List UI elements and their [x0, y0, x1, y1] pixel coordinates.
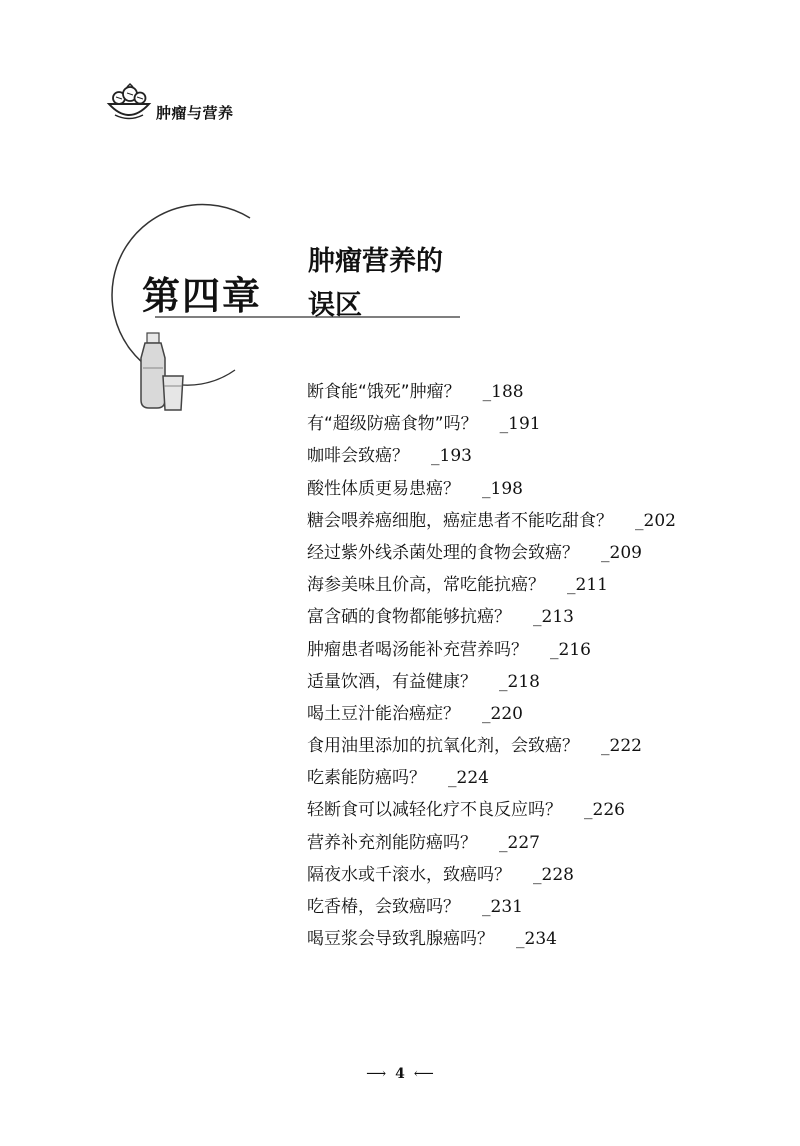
toc-entry-question: 海参美味且价高，常吃能抗癌？: [307, 575, 545, 596]
toc-entry[interactable]: [307, 666, 676, 698]
toc-entry-page: _224: [448, 768, 489, 789]
toc-entry[interactable]: [307, 923, 676, 955]
toc-entry-question: 营养补充剂能防癌吗？: [307, 832, 477, 853]
chapter-title-line-2: 误区: [308, 290, 362, 321]
chapter-title-line-1: 肿瘤营养的: [308, 246, 443, 277]
running-title: 肿瘤与营养: [156, 103, 234, 122]
toc-entry-page: _209: [601, 542, 642, 563]
toc-entry-page: _202: [635, 510, 676, 531]
toc-entry-page: _193: [431, 446, 472, 467]
toc-entry-question: 断食能“饿死”肿瘤？: [307, 382, 461, 402]
toc-entry-page: _211: [567, 575, 608, 596]
toc-entry[interactable]: [307, 601, 676, 633]
toc-entry-question: 隔夜水或千滚水，致癌吗？: [307, 864, 511, 885]
toc-entry[interactable]: [307, 762, 676, 794]
toc-entry-page: _218: [499, 671, 540, 692]
toc-entry-question: 肿瘤患者喝汤能补充营养吗？: [307, 639, 528, 660]
toc-entry[interactable]: [307, 376, 676, 408]
toc-entry-page: _191: [499, 414, 541, 435]
toc-entry-page: _222: [601, 736, 642, 757]
toc-entry[interactable]: [307, 634, 676, 666]
page-footer: [0, 1066, 800, 1082]
running-header: [106, 82, 234, 124]
toc-entry-page: _234: [516, 929, 557, 950]
page-number: 4: [395, 1066, 405, 1082]
toc-entry-question: 吃素能防癌吗？: [307, 768, 426, 789]
toc-entry[interactable]: [307, 730, 676, 762]
toc-entry-question: 食用油里添加的抗氧化剂，会致癌？: [307, 736, 579, 757]
toc-entry-page: _231: [482, 897, 523, 917]
toc-entry-question: 糖会喂养癌细胞，癌症患者不能吃甜食？: [307, 510, 613, 531]
toc-entry-question: 喝土豆汁能治癌症？: [307, 703, 460, 724]
toc-entry[interactable]: [307, 794, 676, 826]
toc-entry-question: 经过紫外线杀菌处理的食物会致癌？: [307, 542, 579, 563]
toc-entry[interactable]: [307, 440, 676, 472]
toc-entry-page: _216: [550, 639, 591, 660]
toc-entry[interactable]: [307, 891, 676, 923]
toc-entry-question: 有“超级防癌食物”吗？: [307, 414, 478, 435]
toc-entry[interactable]: [307, 473, 676, 505]
milk-bottle-and-glass-icon: [141, 333, 183, 410]
toc-entry[interactable]: [307, 537, 676, 569]
chapter-number: 第四章: [142, 273, 263, 318]
toc-entry[interactable]: [307, 505, 676, 537]
toc-entry-page: _226: [584, 800, 625, 821]
right-arrow-icon: ⟵: [413, 1066, 434, 1082]
toc-entry-question: 酸性体质更易患癌？: [307, 478, 460, 499]
toc-entry-question: 咖啡会致癌？: [307, 446, 409, 467]
toc-entry-question: 吃香椿，会致癌吗？: [307, 897, 460, 917]
toc-entry[interactable]: [307, 408, 676, 440]
toc-entry-question: 轻断食可以减轻化疗不良反应吗？: [307, 800, 562, 821]
toc-entry-question: 喝豆浆会导致乳腺癌吗？: [307, 929, 494, 950]
food-bowl-icon: [106, 82, 152, 124]
left-arrow-icon: ⟶: [366, 1066, 387, 1082]
toc-entry-page: _228: [533, 864, 574, 885]
toc-entry[interactable]: [307, 698, 676, 730]
toc-entry-question: 富含硒的食物都能够抗癌？: [307, 607, 511, 628]
toc-entry-page: _220: [482, 703, 523, 724]
chapter-title: [308, 240, 443, 328]
toc-entry[interactable]: [307, 827, 676, 859]
toc-entry[interactable]: [307, 569, 676, 601]
toc-entry-question: 适量饮酒，有益健康？: [307, 671, 477, 692]
toc-entry-page: _198: [482, 478, 523, 499]
table-of-contents: [307, 376, 676, 955]
toc-entry-page: _213: [533, 607, 574, 628]
toc-entry-page: _188: [482, 382, 524, 402]
toc-entry-page: _227: [499, 832, 540, 853]
toc-entry[interactable]: [307, 859, 676, 891]
